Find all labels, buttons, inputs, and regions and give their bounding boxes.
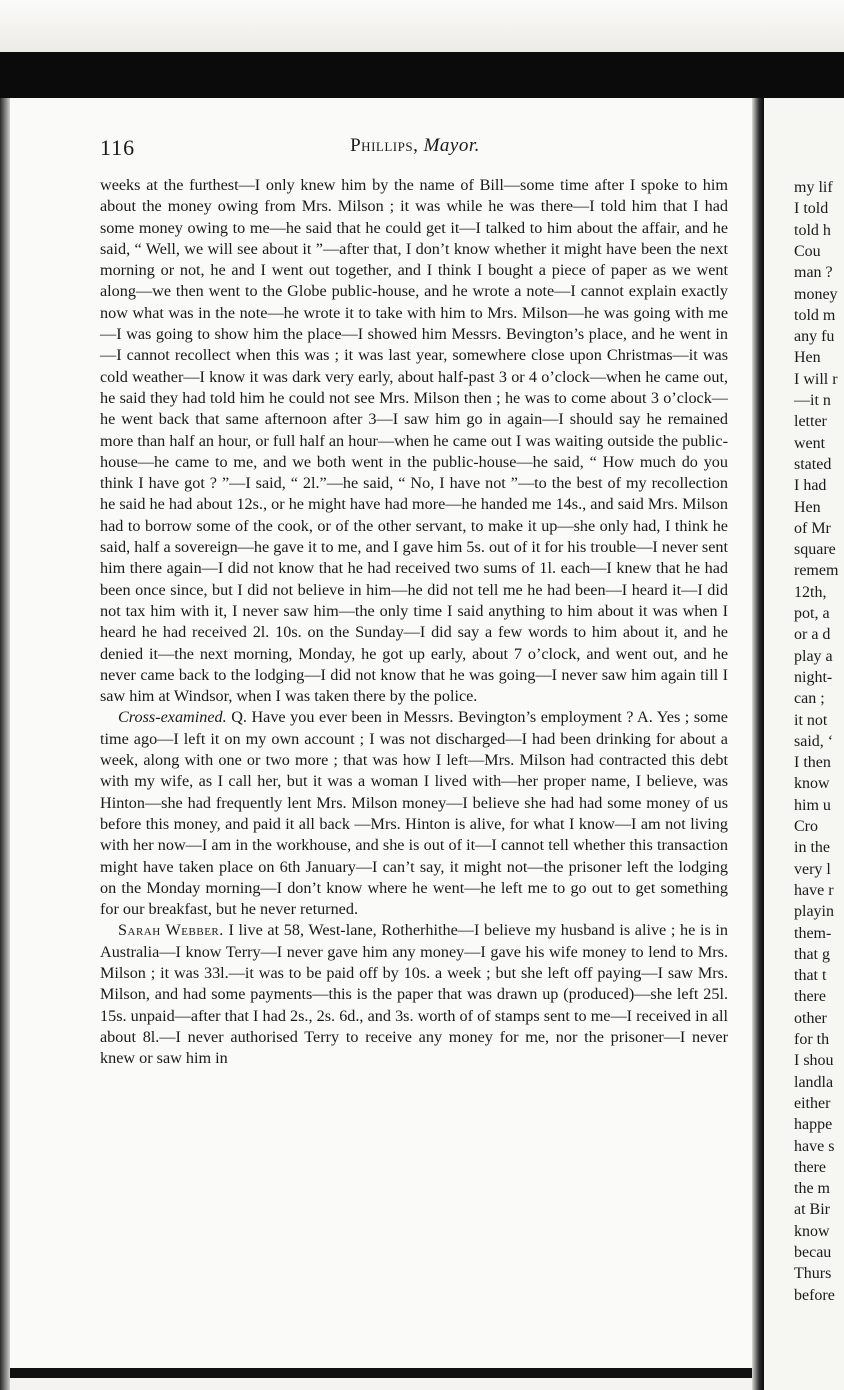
- facing-page-line: the m: [794, 1180, 830, 1198]
- paragraph-cross-examination: [100, 707, 728, 920]
- facing-page-line: said, ‘: [794, 732, 834, 750]
- witness-name: Sarah Webber.: [118, 921, 224, 940]
- scanner-top-margin: [0, 0, 844, 52]
- facing-page-line: 12th,: [794, 583, 827, 601]
- facing-page-line: either: [794, 1094, 831, 1112]
- facing-page-line: Hen: [794, 498, 821, 516]
- facing-page-line: Cou: [794, 242, 821, 260]
- facing-page-line: remem: [794, 562, 839, 580]
- running-head-title: Mayor.: [423, 135, 480, 156]
- facing-page-line: it not: [794, 711, 828, 729]
- facing-page-line: pot, a: [794, 605, 830, 622]
- facing-page-line: there: [794, 988, 826, 1006]
- facing-page-line: can ;: [794, 690, 825, 708]
- facing-page-line: have r: [794, 881, 834, 899]
- facing-page-line: I will r: [794, 370, 838, 388]
- facing-page-line: there: [794, 1158, 826, 1176]
- facing-page-line: I shou: [794, 1052, 834, 1070]
- facing-page-line: stated: [794, 455, 832, 473]
- facing-page-line: went: [794, 434, 826, 452]
- left-edge-shadow: [0, 98, 10, 1390]
- facing-page-line: them-: [794, 924, 832, 942]
- facing-page-line: man ?: [794, 264, 833, 282]
- facing-page-line: know: [794, 1222, 830, 1240]
- facing-page-line: that t: [794, 967, 827, 985]
- cross-examination-text: Q. Have you ever been in Messrs. Bevington’s employment ? A. Yes ; some time ago—I left it on my own account ; I was not discharged—I had been drinking for about a week, along with one or two more ; that was how I left—Mrs. Milson had contracted this debt with my wife, as I call her, but it was a woman I lived with—her proper name, I believe, was Hinton—she had frequently lent Mrs. Milson money—I believe she had had some money of us before this money, and paid it all back —Mrs. Hinton is alive, for what I know—I am not living with her now—I am in the workhouse, and she is out of it—I cannot tell whether this transaction might have taken place on 6th January—I can’t say, it might not—the prisoner left the lodging on the Monday morning—I don’t know where he went—he left me to go out to get something for our breakfast, but he never returned.: [100, 708, 728, 919]
- facing-page-line: told h: [794, 221, 831, 239]
- facing-page-line: I had: [794, 477, 827, 495]
- facing-page-line: my lif: [794, 179, 833, 196]
- facing-page-line: any fu: [794, 328, 835, 346]
- running-head: [100, 135, 730, 157]
- paragraph-sarah-webber: [100, 920, 728, 1069]
- facing-page-line: money: [794, 285, 838, 303]
- facing-page-line: him u: [794, 796, 831, 814]
- running-head-name: Phillips,: [350, 135, 419, 156]
- facing-page-line: Thurs: [794, 1265, 832, 1283]
- facing-page-line: of Mr: [794, 519, 831, 537]
- facing-page-line: in the: [794, 839, 830, 857]
- facing-page-line: have s: [794, 1137, 835, 1155]
- book-gutter: [752, 98, 764, 1390]
- facing-page-line: Cro: [794, 818, 818, 835]
- facing-page-line: before: [794, 1286, 835, 1304]
- paragraph-testimony: weeks at the furthest—I only knew him by the name of Bill—some time after I spoke to him about the money owing from Mrs. Milson ; it was while he was there—I told him that I had some money owing to me—he said that he could get it—I talked to him about the affair, and he said, “ Well, we will see about it ”—after that, I don’t know whether it might have been the next morning or not, he and I went out together, and I think I bought a piece of paper as we went along—we then went to the Globe public-house, and he wrote a note—I cannot explain exactly now what was in the note—he wrote it to take with him to Mrs. Milson—he was going with me—I was going to show him the place—I showed him Messrs. Bevington’s place, and he went in—I cannot recollect when this was ; it was last year, somewhere close upon Christmas—it was cold weather—I know it was dark very early, about half-past 3 or 4 o’clock—when he came out, he said they had told him he could not see Mrs. Milson then ; he was to come about 3 o’clock—he went back that same afternoon after 3—I saw him go in again—I should say he remained more than half an hour, or full half an hour—when he came out I was waiting outside the public-house—he came to me, and we both went in the public-house—he said, “ How much do you think I have got ? ”—I said, “ 2l.”—he said, “ No, I have not ”—to the best of my recollection he said he had about 12s., or he might have had more—he handed me 14s., and said Mrs. Milson had to borrow some of the cook, or of the other servant, to make it up—she only had, I think he said, half a sovereign—he gave it to me, and I gave him 5s. out of it for his trouble—I never sent him there again—I did not know that he had received two sums of 1l. each—I knew that he had been once since, but I did not believe in him—he did not tell me he had been—I heard it—I did not tax him with it, I never saw him—the only time I said anything to him about it was when I heard he had received 2l. 10s. on the Sunday—I did say a few words to him about it, and he denied it—the next morning, Monday, he got up early, about 7 o’clock, and went out, and he never came back to the lodging—I did not know that he was going—I never saw him again till I saw him at Windsor, when I was taken there by the police.: [100, 176, 728, 706]
- cross-examined-label: Cross-examined.: [118, 708, 227, 727]
- facing-page-line: told m: [794, 306, 836, 324]
- page-header: [100, 135, 730, 161]
- facing-page-line: I told: [794, 200, 829, 218]
- facing-page-line: play a: [794, 647, 833, 665]
- facing-page-line: I then: [794, 754, 831, 772]
- facing-page-line: playin: [794, 903, 834, 921]
- facing-page-line: Hen: [794, 349, 821, 367]
- facing-page-line: or a d: [794, 626, 831, 644]
- facing-page-line: that g: [794, 945, 830, 963]
- facing-page-line: other: [794, 1009, 827, 1027]
- page-number: 116: [100, 135, 136, 160]
- facing-page-line: very l: [794, 860, 831, 878]
- page-body: [100, 175, 728, 1069]
- witness-testimony-text: I live at 58, West-lane, Rotherhithe—I believe my husband is alive ; he is in Australia—I know Terry—I never gave him any money—I gave his wife money to lend to Mrs. Milson ; it was 33l.—it was to be paid off by 10s. a week ; but she left off paying—I saw Mrs. Milson, and had some payments—this is the paper that was drawn up (produced)—she left 25l. 15s. unpaid—after that I had 2s., 2s. 6d., and 3s. worth of of stamps sent to me—I received in all about 8l.—I never authorised Terry to receive any money for me, nor the prisoner—I never knew or saw him in: [100, 921, 728, 1068]
- facing-page-line: letter: [794, 413, 827, 431]
- facing-page-line: night-: [794, 668, 833, 686]
- facing-page-line: becau: [794, 1244, 832, 1261]
- facing-page-line: happe: [794, 1116, 833, 1134]
- facing-page-line: —it n: [794, 392, 831, 409]
- facing-page-line: for th: [794, 1031, 830, 1048]
- facing-page-line: square: [794, 541, 836, 559]
- facing-page-line: at Bir: [794, 1201, 830, 1219]
- facing-page-line: know: [794, 775, 830, 793]
- facing-page-line: landla: [794, 1073, 834, 1091]
- facing-page: [764, 98, 844, 1390]
- scanner-black-band: [0, 52, 844, 98]
